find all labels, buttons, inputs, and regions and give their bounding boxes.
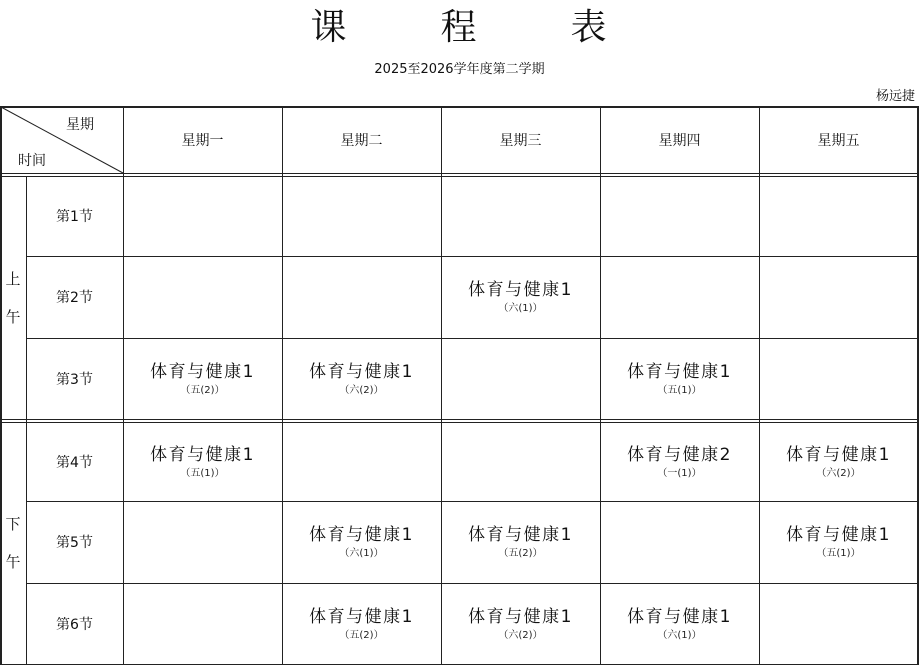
- morning-label: [2, 260, 24, 336]
- day-header: 星期二: [340, 132, 383, 149]
- course-cell: [600, 338, 759, 419]
- course-class: （一(1)）: [657, 467, 702, 479]
- title-char: 表: [570, 7, 609, 48]
- day-header: 星期五: [817, 132, 860, 149]
- course-cell: [441, 256, 600, 338]
- course-name: 体育与健康1: [468, 606, 573, 627]
- course-name: 体育与健康1: [309, 525, 414, 545]
- course-cell: [282, 501, 441, 583]
- period-label: 第1节: [56, 209, 93, 225]
- course-name: 体育与健康1: [627, 606, 732, 627]
- empty-cell: [123, 176, 282, 256]
- course-name: 体育与健康1: [786, 444, 891, 465]
- course-class: （六(1)）: [339, 548, 384, 559]
- course-class: （五(1)）: [180, 467, 225, 479]
- course-name: 体育与健康1: [468, 525, 573, 545]
- course-name: 体育与健康1: [309, 606, 414, 627]
- afternoon-label-char: 午: [5, 553, 21, 571]
- course-cell: [759, 422, 918, 501]
- period-label: 第2节: [56, 290, 93, 306]
- course-cell: [600, 583, 759, 664]
- timetable-grid: [0, 106, 919, 666]
- course-name: 体育与健康1: [627, 361, 732, 382]
- title-char: 程: [440, 7, 479, 48]
- period-label: 第6节: [56, 616, 93, 633]
- grid-line: [1, 106, 2, 665]
- course-name: 体育与健康1: [786, 525, 891, 545]
- empty-cell: [123, 501, 282, 583]
- course-cell: [123, 422, 282, 501]
- course-cell: [759, 501, 918, 583]
- afternoon-label: [2, 505, 24, 581]
- day-header: 星期四: [658, 132, 701, 149]
- grid-line: [0, 664, 919, 665]
- course-name: 体育与健康1: [309, 361, 414, 382]
- day-header: 星期三: [499, 132, 542, 149]
- grid-line: [0, 419, 919, 420]
- page-title: [0, 6, 919, 50]
- course-cell: [282, 583, 441, 664]
- morning-label-char: 上: [5, 269, 21, 288]
- empty-cell: [759, 256, 918, 338]
- course-cell: [441, 583, 600, 664]
- course-class: （六(2)）: [498, 629, 543, 641]
- empty-cell: [600, 501, 759, 583]
- semester-subtitle: 2025至2026学年度第二学期: [374, 62, 545, 77]
- empty-cell: [282, 256, 441, 338]
- empty-cell: [441, 422, 600, 501]
- empty-cell: [441, 176, 600, 256]
- course-cell: [123, 338, 282, 419]
- title-char: 课: [310, 7, 349, 48]
- course-class: （六(2)）: [339, 384, 384, 396]
- course-name: 体育与健康2: [627, 444, 732, 465]
- empty-cell: [600, 256, 759, 338]
- course-class: （六(1)）: [498, 303, 543, 314]
- course-class: （五(2)）: [180, 384, 225, 396]
- course-cell: [600, 422, 759, 501]
- course-cell: [441, 501, 600, 583]
- course-class: （五(1)）: [816, 548, 861, 559]
- course-class: （五(1)）: [657, 384, 702, 396]
- course-cell: [282, 338, 441, 419]
- course-class: （五(2)）: [498, 548, 543, 559]
- afternoon-label-char: 下: [5, 515, 21, 533]
- empty-cell: [282, 422, 441, 501]
- empty-cell: [759, 176, 918, 256]
- teacher-name: 杨远捷: [875, 89, 915, 104]
- course-class: （六(1)）: [657, 629, 702, 641]
- empty-cell: [123, 256, 282, 338]
- course-name: 体育与健康1: [150, 444, 255, 465]
- course-name: 体育与健康1: [150, 361, 255, 382]
- grid-line: [0, 173, 919, 174]
- empty-cell: [600, 176, 759, 256]
- period-label: 第5节: [56, 535, 93, 551]
- day-header: 星期一: [181, 132, 224, 149]
- empty-cell: [282, 176, 441, 256]
- empty-cell: [759, 583, 918, 664]
- course-class: （五(2)）: [339, 629, 384, 641]
- period-label: 第4节: [56, 454, 93, 471]
- course-class: （六(2)）: [816, 467, 861, 479]
- empty-cell: [441, 338, 600, 419]
- morning-label-char: 午: [5, 307, 21, 326]
- corner-label-time: 时间: [18, 153, 46, 169]
- course-name: 体育与健康1: [468, 280, 573, 300]
- empty-cell: [123, 583, 282, 664]
- empty-cell: [759, 338, 918, 419]
- period-label: 第3节: [56, 371, 93, 388]
- corner-label-weekday: 星期: [66, 117, 94, 133]
